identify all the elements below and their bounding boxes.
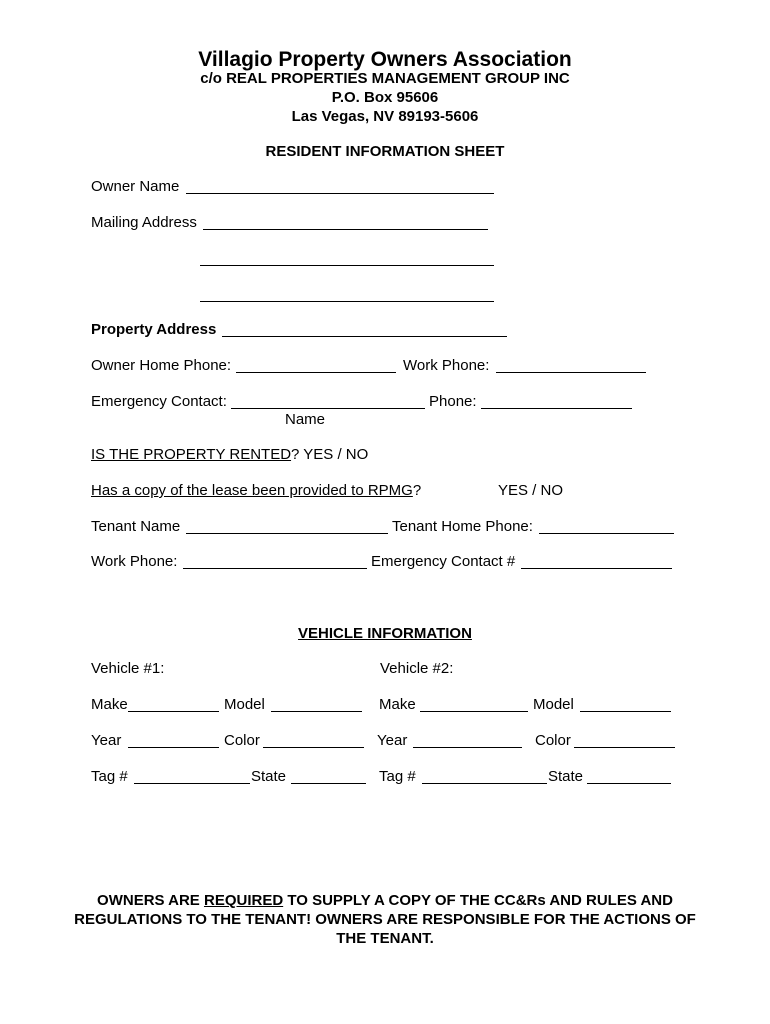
owner-home-phone-label: Owner Home Phone:: [91, 357, 232, 374]
tenant-name-field[interactable]: [186, 533, 388, 534]
rented-question-text: IS THE PROPERTY RENTED: [91, 446, 292, 463]
lease-question-text: Has a copy of the lease been provided to RPMG: [91, 482, 413, 499]
vehicle-1-make-field[interactable]: [128, 711, 219, 712]
city-state-zip-line: Las Vegas, NV 89193-5606: [291, 108, 479, 125]
owner-name-label: Owner Name: [91, 178, 180, 195]
vehicle-section-title-text: VEHICLE INFORMATION: [298, 625, 472, 642]
emergency-phone-field[interactable]: [481, 408, 632, 409]
owner-work-phone-field[interactable]: [496, 372, 646, 373]
emergency-contact-name-field[interactable]: [231, 408, 425, 409]
vehicle-1-make-label: Make: [91, 696, 128, 713]
vehicle-2-make-label: Make: [379, 696, 416, 713]
vehicle-2-state-label: State: [548, 768, 584, 785]
vehicle-2-model-field[interactable]: [580, 711, 671, 712]
vehicle-1-model-label: Model: [224, 696, 265, 713]
mailing-address-field-2[interactable]: [200, 265, 494, 266]
lease-options[interactable]: YES / NO: [498, 482, 564, 499]
emergency-phone-label: Phone:: [429, 393, 477, 410]
owner-notice: [60, 891, 710, 948]
vehicle-2-year-field[interactable]: [413, 747, 522, 748]
rented-question: [91, 446, 368, 463]
care-of-line: c/o REAL PROPERTIES MANAGEMENT GROUP INC: [200, 70, 570, 87]
association-title: Villagio Property Owners Association: [198, 48, 572, 71]
vehicle-2-label: Vehicle #2:: [380, 660, 454, 677]
property-address-label: Property Address: [91, 321, 217, 338]
vehicle-1-model-field[interactable]: [271, 711, 362, 712]
vehicle-2-tag-label: Tag #: [379, 768, 416, 785]
mailing-address-field-3[interactable]: [200, 301, 494, 302]
tenant-emergency-contact-label: Emergency Contact #: [371, 553, 516, 570]
notice-part-2: TO SUPPLY A COPY OF THE CC&Rs AND RULES AND REGULATIONS TO THE TENANT! OWNERS ARE RESPONSIBLE FOR THE ACTIONS OF THE TENANT.: [74, 892, 696, 947]
vehicle-1-year-label: Year: [91, 732, 122, 749]
vehicle-1-label: Vehicle #1:: [91, 660, 165, 677]
owner-name-field[interactable]: [186, 193, 494, 194]
vehicle-1-year-field[interactable]: [128, 747, 219, 748]
tenant-emergency-contact-field[interactable]: [521, 568, 672, 569]
notice-required: REQUIRED: [203, 892, 284, 909]
tenant-home-phone-label: Tenant Home Phone:: [392, 518, 533, 535]
vehicle-1-color-label: Color: [224, 732, 260, 749]
vehicle-2-tag-field[interactable]: [422, 783, 547, 784]
mailing-address-label: Mailing Address: [91, 214, 197, 231]
vehicle-2-model-label: Model: [533, 696, 574, 713]
vehicle-1-tag-label: Tag #: [91, 768, 128, 785]
vehicle-1-state-label: State: [251, 768, 287, 785]
vehicle-1-color-field[interactable]: [263, 747, 364, 748]
notice-part-1: OWNERS ARE: [97, 892, 204, 909]
mailing-address-field-1[interactable]: [203, 229, 488, 230]
owner-work-phone-label: Work Phone:: [403, 357, 490, 374]
vehicle-2-make-field[interactable]: [420, 711, 528, 712]
emergency-contact-label: Emergency Contact:: [91, 393, 227, 410]
form-title: RESIDENT INFORMATION SHEET: [265, 143, 505, 160]
tenant-work-phone-field[interactable]: [183, 568, 367, 569]
tenant-work-phone-label: Work Phone:: [91, 553, 178, 570]
property-address-field[interactable]: [222, 336, 507, 337]
vehicle-2-year-label: Year: [377, 732, 408, 749]
po-box-line: P.O. Box 95606: [331, 89, 439, 106]
tenant-name-label: Tenant Name: [91, 518, 181, 535]
lease-question-mark: ?: [412, 482, 422, 499]
tenant-home-phone-field[interactable]: [539, 533, 674, 534]
vehicle-2-color-field[interactable]: [574, 747, 675, 748]
vehicle-2-color-label: Color: [535, 732, 571, 749]
vehicle-section-title: [0, 625, 770, 642]
owner-home-phone-field[interactable]: [236, 372, 396, 373]
vehicle-1-state-field[interactable]: [291, 783, 366, 784]
rented-options[interactable]: ? YES / NO: [291, 446, 369, 463]
lease-question: [91, 482, 421, 499]
vehicle-2-state-field[interactable]: [587, 783, 671, 784]
vehicle-1-tag-field[interactable]: [134, 783, 250, 784]
name-caption: Name: [285, 411, 326, 428]
